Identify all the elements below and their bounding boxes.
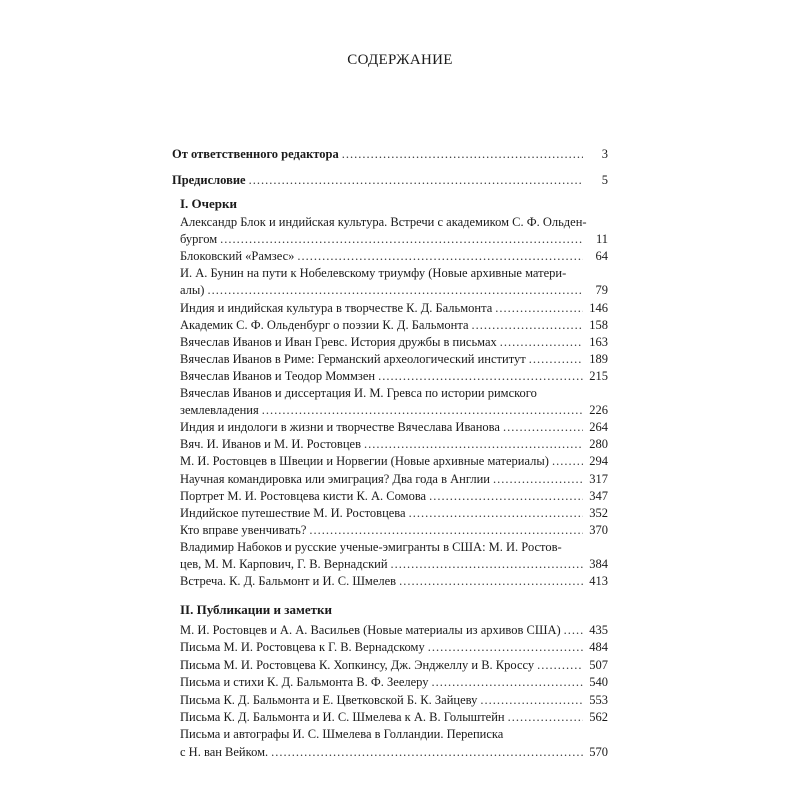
toc-entry-text: Вячеслав Иванов и Иван Гревс. История дружбы в письмах: [180, 334, 497, 349]
toc-page-number: 347: [589, 488, 608, 503]
toc-entry-text: М. И. Ростовцев и А. А. Васильев (Новые материалы из архивов США): [180, 623, 561, 637]
toc-entry-text: Кто вправе увенчивать?: [180, 522, 307, 537]
dot-leader: [564, 622, 583, 638]
toc-entry: [180, 402, 608, 418]
toc-entry: [180, 639, 608, 655]
dot-leader: [309, 522, 583, 538]
toc-page-number: 189: [589, 351, 608, 366]
toc-entry: [180, 709, 608, 725]
dot-leader: [428, 639, 583, 655]
toc-entry-preface: [172, 172, 608, 188]
toc-entry: [180, 471, 608, 487]
toc-page-number: 370: [589, 522, 608, 537]
toc-entry-text: Академик С. Ф. Ольденбург о поэзии К. Д. Бальмонта: [180, 317, 469, 332]
toc-entry-text: Индия и индийская культура в творчестве К. Д. Бальмонта: [180, 300, 493, 315]
toc-page-number: 158: [589, 317, 608, 332]
toc-entry: [180, 300, 608, 316]
toc-entry-text: Встреча. К. Д. Бальмонт и И. С. Шмелев: [180, 574, 397, 589]
toc-page-number: 352: [589, 505, 608, 520]
toc-entry-text: Портрет М. И. Ростовцева кисти К. А. Сомова: [180, 488, 427, 503]
toc-entry-text: Научная командировка или эмиграция? Два года в Англии: [180, 471, 490, 486]
toc-page-number: 570: [589, 744, 608, 759]
toc-entry: [180, 453, 608, 469]
toc-entry: [180, 674, 608, 690]
toc-page-number: 5: [601, 173, 608, 187]
toc-entry: [180, 488, 608, 504]
dot-leader: [432, 674, 583, 690]
dot-leader: [249, 172, 583, 188]
toc-entry-text: Вячеслав Иванов и Теодор Моммзен: [180, 368, 376, 383]
toc-entry-text: Письма К. Д. Бальмонта и Е. Цветковской Б. К. Зайцеву: [180, 692, 478, 707]
dot-leader: [364, 436, 583, 452]
toc-entry-text: Вячеслав Иванов в Риме: Германский археологический институт: [180, 351, 526, 366]
page-title: СОДЕРЖАНИЕ: [347, 52, 453, 68]
toc-entry-text: Вяч. И. Иванов и М. И. Ростовцев: [180, 437, 361, 452]
toc-page-number: 79: [595, 283, 608, 298]
toc-entry-line: И. А. Бунин на пути к Нобелевскому триумфу (Новые архивные матери-: [180, 266, 567, 281]
dot-leader: [409, 505, 583, 521]
section-heading-publications: II. Публикации и заметки: [180, 602, 332, 617]
dot-leader: [429, 488, 583, 504]
toc-page-number: 3: [601, 147, 608, 161]
dot-leader: [472, 317, 583, 333]
dot-leader: [220, 231, 583, 247]
toc-entry: [180, 351, 608, 367]
toc-entry: [180, 556, 608, 572]
dot-leader: [537, 657, 583, 673]
toc-entry-text: Предисловие: [172, 173, 246, 187]
toc-entry-text: Блоковский «Рамзес»: [180, 249, 295, 264]
toc-entry-text: землевладения: [180, 403, 259, 418]
toc-entry: [180, 573, 608, 589]
toc-page-number: 226: [589, 403, 608, 418]
toc-page-number: 540: [589, 675, 608, 690]
toc-entry-line: Письма и автографы И. С. Шмелева в Голландии. Переписка: [180, 727, 504, 742]
toc-entry-line: Владимир Набоков и русские ученые-эмигранты в США: М. И. Ростов-: [180, 539, 562, 554]
toc-entry: [180, 368, 608, 384]
toc-page-number: 264: [589, 420, 608, 435]
toc-entry: [180, 317, 608, 333]
toc-entry: [180, 248, 608, 264]
toc-entry-text: с Н. ван Вейком.: [180, 744, 269, 759]
toc-page-number: 280: [589, 437, 608, 452]
toc-entry-text: Письма М. И. Ростовцева к Г. В. Вернадскому: [180, 640, 425, 655]
dot-leader: [495, 300, 583, 316]
toc-page-number: 215: [589, 368, 608, 383]
toc-entry-text: алы): [180, 283, 205, 298]
dot-leader: [297, 248, 583, 264]
dot-leader: [503, 419, 583, 435]
dot-leader: [262, 402, 583, 418]
toc-entry: [180, 522, 608, 538]
toc-entry: [180, 622, 608, 638]
toc-page-number: 163: [589, 334, 608, 349]
dot-leader: [378, 368, 583, 384]
toc-entry-line: Александр Блок и индийская культура. Встречи с академиком С. Ф. Ольден-: [180, 215, 587, 229]
toc-page-number: 294: [589, 454, 608, 469]
dot-leader: [552, 453, 583, 469]
toc-page-number: 317: [589, 471, 608, 486]
toc-page-number: 146: [589, 300, 608, 315]
dot-leader: [500, 334, 583, 350]
section-heading-essays: I. Очерки: [180, 196, 237, 211]
toc-entry: [180, 657, 608, 673]
toc-entry-line: Вячеслав Иванов и диссертация И. М. Гревса по истории римского: [180, 386, 537, 400]
toc-entry-text: Индийское путешествие М. И. Ростовцева: [180, 505, 406, 520]
toc-entry: [180, 744, 608, 760]
toc-entry: [180, 692, 608, 708]
toc-entry-text: Письма К. Д. Бальмонта и И. С. Шмелева к А. В. Голыштейн: [180, 710, 505, 724]
dot-leader: [480, 692, 583, 708]
toc-page-number: 553: [589, 692, 608, 707]
toc-entry-text: От ответственного редактора: [172, 147, 339, 161]
dot-leader: [342, 146, 583, 162]
toc-page-number: 562: [589, 710, 608, 724]
dot-leader: [399, 573, 583, 589]
dot-leader: [508, 709, 583, 725]
toc-page-number: 507: [589, 657, 608, 672]
dot-leader: [207, 282, 583, 298]
toc-page-number: 64: [595, 249, 608, 264]
toc-page-number: 435: [589, 623, 608, 637]
toc-entry-editor: [172, 146, 608, 162]
toc-page-number: 11: [595, 232, 608, 247]
toc-entry-text: Письма М. И. Ростовцева К. Хопкинсу, Дж. Энджеллу и В. Кроссу: [180, 657, 535, 672]
dot-leader: [493, 471, 583, 487]
toc-page-number: 413: [589, 574, 608, 589]
toc-entry: [180, 436, 608, 452]
dot-leader: [529, 351, 583, 367]
toc-entry-text: цев, М. М. Карпович, Г. В. Вернадский: [180, 557, 388, 571]
toc-entry: [180, 505, 608, 521]
toc-entry-text: М. И. Ростовцев в Швеции и Норвегии (Новые архивные материалы): [180, 454, 549, 469]
toc-entry-text: Письма и стихи К. Д. Бальмонта В. Ф. Зеелеру: [180, 675, 429, 690]
dot-leader: [391, 556, 583, 572]
toc-entry: [180, 334, 608, 350]
toc-entry: [180, 231, 608, 247]
toc-entry: [180, 419, 608, 435]
toc-page-number: 384: [589, 557, 608, 571]
toc-page-number: 484: [589, 640, 608, 655]
toc-entry-text: Индия и индологи в жизни и творчестве Вячеслава Иванова: [180, 420, 500, 435]
dot-leader: [271, 744, 583, 760]
toc-entry-text: бургом: [180, 232, 218, 247]
toc-entry: [180, 282, 608, 298]
